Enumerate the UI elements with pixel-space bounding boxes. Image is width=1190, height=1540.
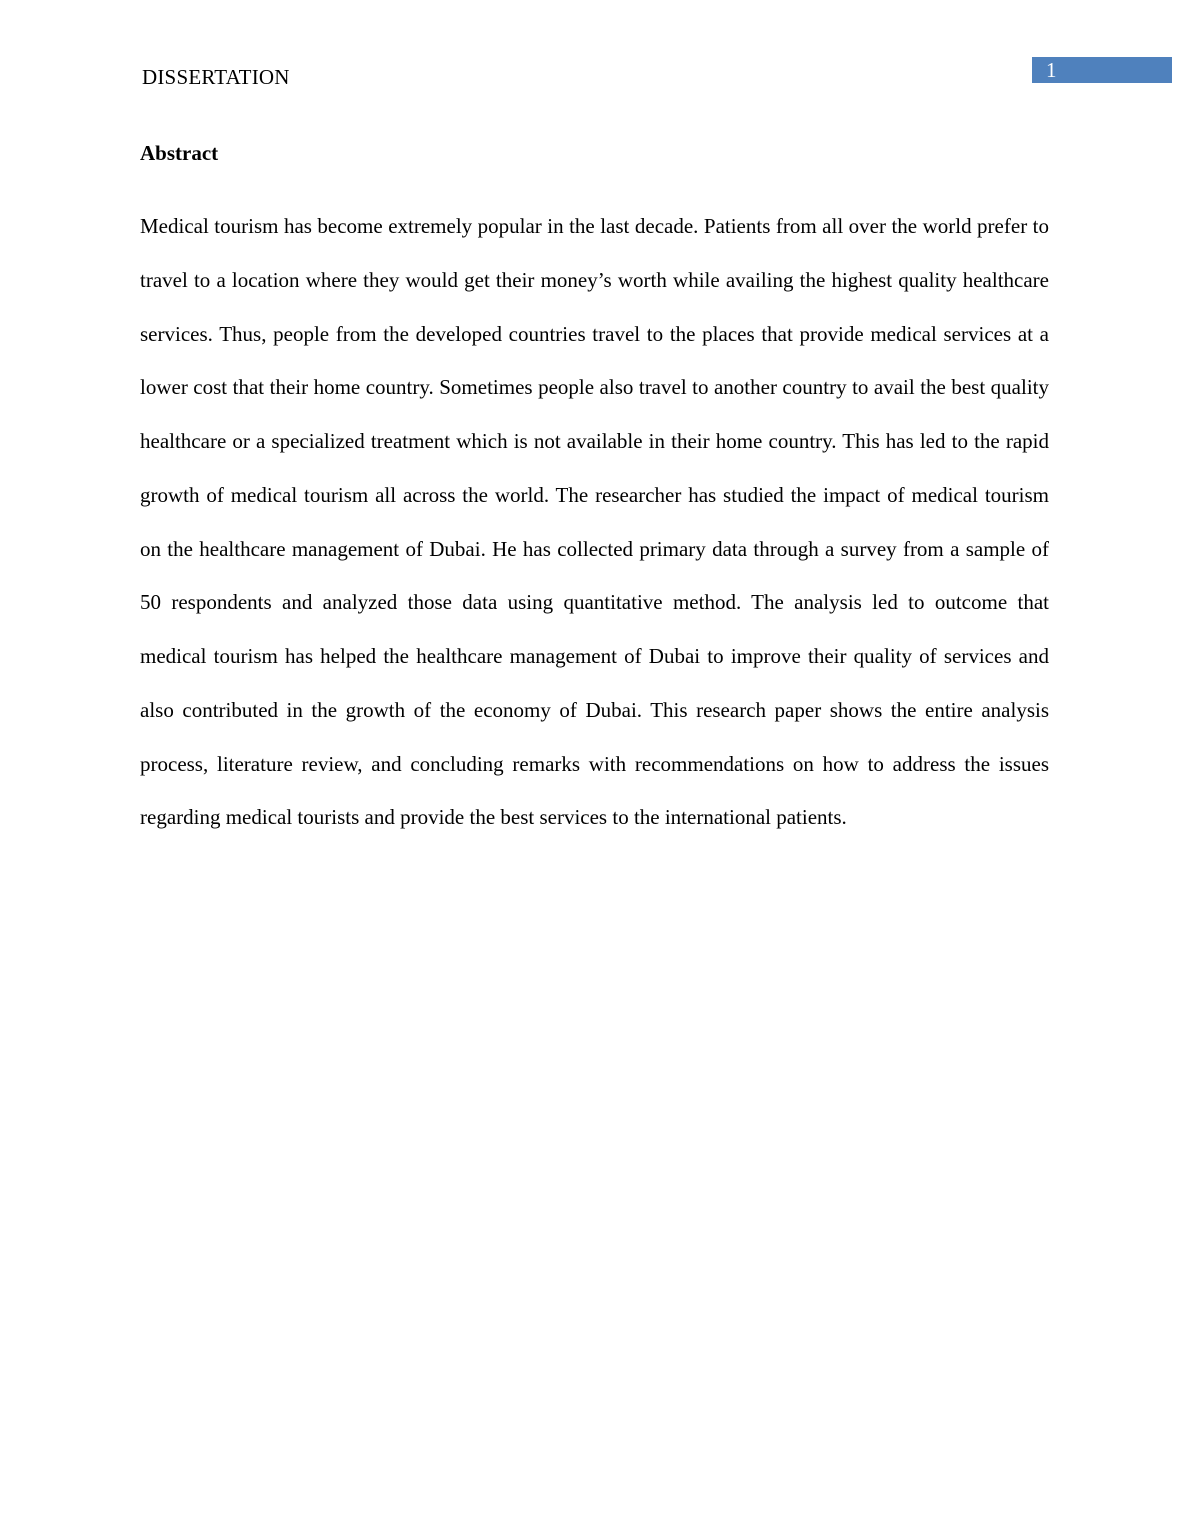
abstract-heading: Abstract xyxy=(140,141,219,165)
abstract-body: Medical tourism has become extremely popular in the last decade. Patients from all over the world prefer to travel to a location where they would get their money’s worth while availing the highest quality healthcare services. Thus, people from the developed countries travel to the places that provide medical services at a lower cost that their home country. Sometimes people also travel to another country to avail the best quality healthcare or a specialized treatment which is not available in their home country. This has led to the rapid growth of medical tourism all across the world. The researcher has studied the impact of medical tourism on the healthcare management of Dubai. He has collected primary data through a survey from a sample of 50 respondents and analyzed those data using quantitative method. The analysis led to outcome that medical tourism has helped the healthcare management of Dubai to improve their quality of services and also contributed in the growth of the economy of Dubai. This research paper shows the entire analysis process, literature review, and concluding remarks with recommendations on how to address the issues regarding medical tourists and provide the best services to the international patients. xyxy=(140,214,1049,830)
page-number-box xyxy=(1032,57,1172,83)
page-number: 1 xyxy=(1046,58,1057,82)
running-head: DISSERTATION xyxy=(142,65,290,89)
